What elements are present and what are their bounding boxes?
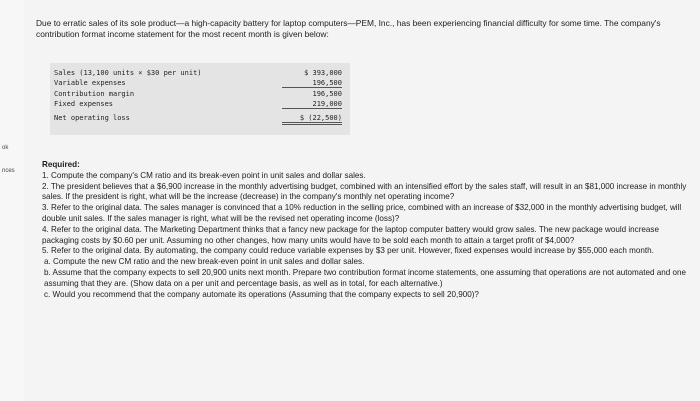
question-sub-item: a. Compute the new CM ratio and the new break-even point in unit sales and dollar sales. (44, 257, 365, 267)
statement-row (54, 90, 344, 100)
row-label: Fixed expenses (54, 100, 114, 108)
left-rail (0, 0, 24, 401)
required-section (42, 160, 694, 300)
row-amount: 196,500 (312, 90, 342, 98)
problem-intro: Due to erratic sales of its sole product—a high-capacity battery for laptop computers—PEM, Inc., has been experiencing financial difficulty for some time. The company's contribution format income statement for the most recent month is given below: (36, 18, 661, 39)
question-item: 4. Refer to the original data. The Marketing Department thinks that a fancy new package for the laptop computer battery would grow sales. The new package would increase packaging costs by $0.60 per unit. Assuming no other changes, how many units would have to be sold each month to attain a target profit of $4,000? (42, 224, 659, 245)
row-label: Variable expenses (54, 79, 126, 87)
question-item: 3. Refer to the original data. The sales manager is convinced that a 10% reduction in the selling price, combined with an increase of $32,000 in the monthly advertising budget, will double unit sales. If the sales manager is right, what will be the revised net operating income (loss)? (42, 203, 682, 223)
statement-row (54, 100, 344, 110)
problem-page (24, 0, 700, 401)
question-sub-item: b. Assume that the company expects to sell 20,900 units next month. Prepare two contribution format income statements, one assuming that operations are not automated and one assuming that they are. (Show data on a per unit and percentage basis, as well as in total, for each alternative.) (44, 267, 687, 288)
statement-row (54, 79, 344, 89)
rail-label: nces (2, 168, 15, 174)
row-amount: 196,500 (282, 79, 342, 88)
row-label: Sales (13,100 units × $30 per unit) (54, 69, 202, 77)
statement-row (54, 69, 344, 79)
question-item: 2. The president believes that a $6,900 increase in the monthly advertising budget, combined with an intensified effort by the sales staff, will result in an $81,000 increase in monthly sales. If the president is right, what will be the increase (decrease) in the company's monthly net operating income? (42, 181, 687, 202)
income-statement-table (50, 63, 350, 135)
question-item: 1. Compute the company's CM ratio and its break-even point in unit sales and dollar sales. (42, 170, 366, 180)
question-item: 5. Refer to the original data. By automating, the company could reduce variable expenses by $3 per unit. However, fixed expenses would increase by $55,000 each month. (42, 246, 654, 256)
row-amount: $ 393,000 (304, 69, 342, 77)
required-heading: Required: (42, 160, 80, 169)
question-sub-item: c. Would you recommend that the company automate its operations (Assuming that the company expects to sell 20,900)? (44, 289, 479, 299)
row-amount: 219,000 (282, 100, 342, 109)
row-label: Contribution margin (54, 90, 135, 98)
rail-label: ok (2, 145, 9, 151)
statement-row (54, 114, 344, 124)
row-amount: $ (22,500) (282, 114, 342, 125)
row-label: Net operating loss (54, 114, 130, 122)
